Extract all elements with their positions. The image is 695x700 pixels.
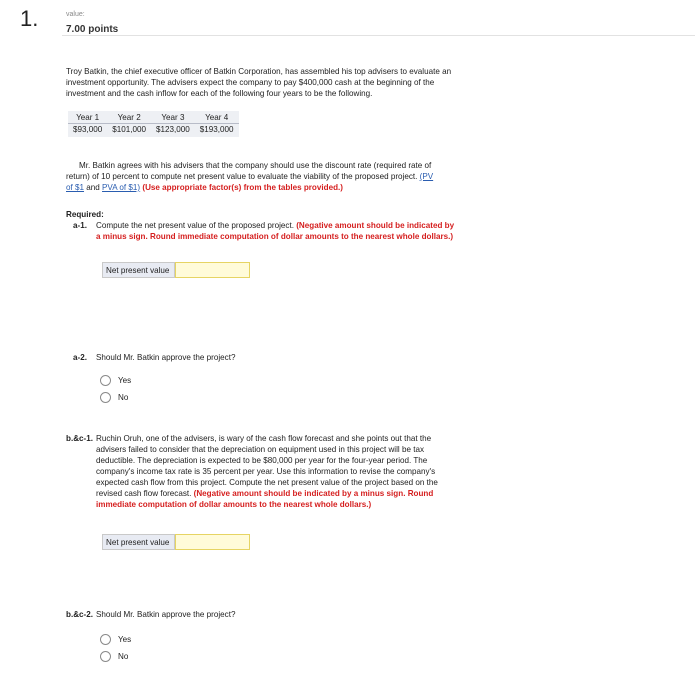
- a2-yes-option[interactable]: [100, 375, 131, 386]
- b1-line: Ruchin Oruh, one of the advisers, is wary of the cash flow forecast and she points out that the: [96, 434, 432, 443]
- pva-table-link[interactable]: PVA of $1): [102, 183, 141, 192]
- b1-line: expected cash flow from this project. Compute the net present value of the project based on the: [96, 478, 438, 487]
- option-label: No: [118, 652, 129, 661]
- table-header: Year 4: [195, 111, 239, 124]
- intro-line: Troy Batkin, the chief executive officer of Batkin Corporation, has assembled his top advisers to evaluate an: [66, 67, 452, 76]
- a2-question: Should Mr. Batkin approve the project?: [96, 353, 236, 362]
- intro-paragraph: [66, 66, 451, 99]
- a1-label: a-1.: [73, 221, 87, 230]
- question-number: 1.: [20, 6, 39, 31]
- radio-button[interactable]: [100, 392, 111, 403]
- option-label: Yes: [118, 635, 132, 644]
- a1-question: [96, 220, 454, 242]
- revised-npv-input[interactable]: [175, 534, 250, 550]
- b1-line: deductible. The depreciation is expected to be $80,000 per year for the four-year period. The: [96, 456, 428, 465]
- b1-label: b.&c-1.: [66, 434, 93, 443]
- b2-label: b.&c-2.: [66, 610, 93, 619]
- table-header: Year 1: [68, 111, 107, 124]
- option-label: No: [118, 393, 129, 402]
- a1-instruction: (Negative amount should be indicated by: [296, 221, 455, 230]
- revised-npv-answer-row: [102, 534, 250, 550]
- a2-no-option[interactable]: [100, 392, 128, 403]
- npv-label: Net present value: [102, 534, 175, 550]
- b1-line: revised cash flow forecast.: [96, 489, 192, 498]
- a1-text: Compute the net present value of the proposed project.: [96, 221, 294, 230]
- intro-line: investment opportunity. The advisers expect the company to pay $400,000 cash at the beginning of the: [66, 78, 435, 87]
- a1-instruction-cont: a minus sign. Round immediate computation of dollar amounts to the nearest whole dollars.): [96, 232, 454, 241]
- header-divider: [62, 35, 695, 36]
- b2-yes-option[interactable]: [100, 634, 131, 645]
- a2-label: a-2.: [73, 353, 87, 362]
- table-cell: $93,000: [73, 125, 103, 134]
- b1-line: company's income tax rate is 35 percent per year. Use this information to revise the company's: [96, 467, 436, 476]
- table-header: Year 3: [151, 111, 195, 124]
- table-header: Year 2: [107, 111, 151, 124]
- b1-instruction-cont: immediate computation of dollar amounts to the nearest whole dollars.): [96, 500, 372, 509]
- required-heading: Required:: [66, 210, 104, 219]
- pv-table-link[interactable]: (PV: [419, 172, 434, 181]
- discount-line: Mr. Batkin agrees with his advisers that the company should use the discount rate (required rate of: [79, 161, 432, 170]
- table-cell: $101,000: [112, 125, 147, 134]
- npv-answer-row: [102, 262, 250, 278]
- npv-input[interactable]: [175, 262, 250, 278]
- b1-line: advisers failed to consider that the depreciation on equipment used in this project will be tax: [96, 445, 424, 454]
- table-cell: $193,000: [199, 125, 234, 134]
- pv-table-link-cont[interactable]: of $1: [66, 183, 85, 192]
- cash-flow-table: [68, 111, 239, 137]
- b2-question: Should Mr. Batkin approve the project?: [96, 610, 236, 619]
- and-text: and: [86, 183, 100, 192]
- radio-button[interactable]: [100, 651, 111, 662]
- b2-no-option[interactable]: [100, 651, 128, 662]
- intro-line: investment and the cash inflow for each of the following four years to be the following.: [66, 89, 373, 98]
- npv-label: Net present value: [102, 262, 175, 278]
- b1-instruction: (Negative amount should be indicated by a minus sign. Round: [193, 489, 434, 498]
- option-label: Yes: [118, 376, 132, 385]
- points-value: 7.00 points: [66, 24, 119, 35]
- discount-paragraph: [66, 160, 433, 193]
- value-label: value:: [66, 11, 85, 18]
- discount-line: return) of 10 percent to compute net present value to evaluate the viability of the proposed project.: [66, 172, 418, 181]
- radio-button[interactable]: [100, 375, 111, 386]
- radio-button[interactable]: [100, 634, 111, 645]
- factor-instruction: (Use appropriate factor(s) from the tables provided.): [142, 183, 343, 192]
- table-cell: $123,000: [156, 125, 190, 134]
- b1-question: [96, 433, 438, 510]
